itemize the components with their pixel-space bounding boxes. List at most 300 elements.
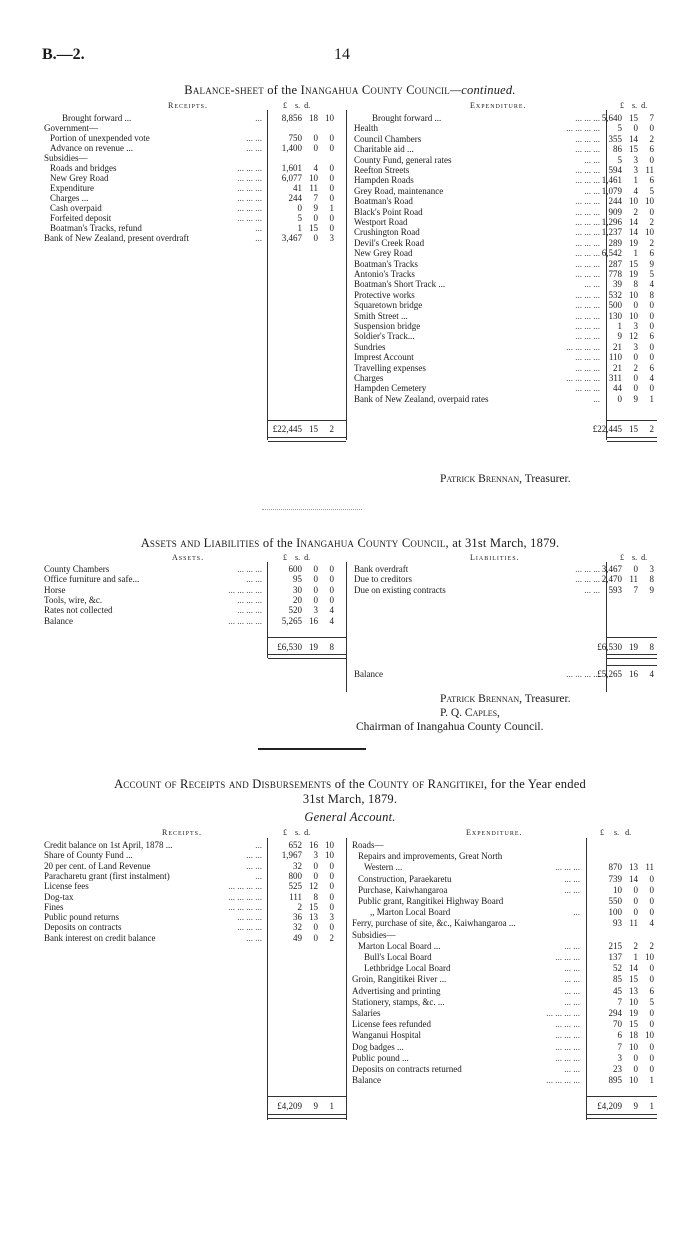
shilling-heading: s.: [295, 828, 301, 837]
pounds-value: 49: [293, 932, 302, 943]
row-label: Forfeited deposit: [50, 213, 112, 223]
shillings-value: 0: [313, 233, 318, 243]
pounds-value: 500: [608, 300, 622, 311]
pounds-value: 520: [288, 605, 302, 616]
pence-value: 4: [649, 918, 654, 929]
ledger-row: [0, 373, 700, 383]
pounds-value: 739: [608, 873, 622, 884]
leader-dots: ... ...: [564, 873, 580, 884]
balance-sheet-title-a: Balance-sheet: [184, 83, 264, 97]
pence-value: 0: [649, 383, 654, 394]
account-title-line1: [0, 777, 700, 792]
liabilities-heading: Liabilities.: [470, 553, 520, 562]
row-label: Balance: [44, 615, 73, 626]
row-label: Advance on revenue ...: [50, 143, 133, 153]
pounds-value: 21: [613, 362, 622, 373]
leader-dots: ... ... ...: [575, 574, 600, 585]
balance-sheet-title: [0, 83, 700, 98]
ledger-row: [0, 311, 700, 321]
shillings-value: 10: [629, 1075, 638, 1086]
row-label: Boatman's Tracks, refund: [50, 223, 142, 233]
pence-value: 8: [649, 289, 654, 300]
row-label: Boatman's Tracks: [354, 258, 418, 269]
column-rule: [267, 838, 268, 1120]
leader-dots: ... ...: [564, 884, 580, 895]
shillings-value: 15: [629, 424, 638, 434]
column-rule: [346, 110, 347, 440]
shillings-value: 9: [313, 1101, 318, 1111]
row-label: New Grey Road: [354, 248, 413, 259]
shillings-value: 16: [309, 615, 318, 626]
row-label: Dog badges ...: [352, 1041, 404, 1052]
ledger-row: [0, 885, 700, 895]
pence-value: 0: [329, 860, 334, 871]
leader-dots: ... ... ... ...: [228, 615, 262, 626]
pence-value: 0: [649, 206, 654, 217]
shillings-value: 10: [629, 196, 638, 207]
shillings-value: 11: [629, 574, 638, 585]
balance-sheet-title-c: Inangahua County Council: [300, 83, 450, 97]
pounds-value: 5,640: [601, 113, 622, 123]
pence-value: 9: [649, 258, 654, 269]
shillings-value: 0: [633, 383, 638, 394]
pence-value: 4: [649, 279, 654, 290]
shillings-value: 10: [629, 1041, 638, 1052]
pence-value: 0: [329, 143, 334, 153]
shillings-value: 15: [629, 113, 638, 123]
leader-dots: ... ... ...: [575, 564, 600, 574]
account-title-a: Account of Receipts and Disbursements: [114, 777, 332, 791]
row-label: Expenditure: [50, 183, 94, 193]
row-label: Roads and bridges: [50, 163, 117, 173]
ledger-row: [0, 605, 700, 615]
shillings-value: 0: [313, 932, 318, 943]
pounds-value: 130: [608, 310, 622, 321]
shillings-value: 19: [309, 642, 318, 652]
row-label: Bull's Local Board: [364, 952, 432, 962]
pound-heading: £: [620, 101, 624, 110]
shillings-value: 1: [633, 248, 638, 259]
shillings-value: 12: [309, 881, 318, 892]
shillings-value: 12: [629, 331, 638, 342]
lsd-heading-right: [620, 101, 647, 110]
row-label: County Chambers: [44, 564, 110, 574]
pence-value: 0: [649, 321, 654, 331]
shillings-value: 0: [633, 123, 638, 134]
ledger-row: [0, 1042, 700, 1052]
row-label: Tools, wire, &c.: [44, 594, 103, 605]
pence-value: 10: [645, 952, 654, 962]
pound-heading: £: [283, 553, 287, 562]
shillings-value: 0: [313, 564, 318, 574]
row-label: Deposits on contracts returned: [352, 1064, 462, 1074]
pounds-value: 1,967: [281, 850, 302, 861]
pence-value: 6: [649, 331, 654, 342]
shillings-value: 11: [309, 183, 318, 193]
ledger-row: [0, 259, 700, 269]
pounds-value: 652: [288, 840, 302, 850]
row-label: Grey Road, maintenance: [354, 185, 444, 196]
double-rule: [268, 1114, 346, 1119]
leader-dots: ... ... ...: [237, 163, 262, 173]
ledger-row: [0, 123, 700, 133]
assets-title-a: Assets and Liabilities: [140, 536, 260, 550]
row-label: Due on existing contracts: [354, 584, 446, 595]
shillings-value: 3: [313, 850, 318, 861]
shillings-value: 16: [629, 669, 638, 679]
shillings-value: 4: [313, 163, 318, 173]
ledger-row: [0, 986, 700, 996]
pounds-value: 1,296: [601, 217, 622, 227]
account-subtitle: General Account.: [304, 810, 396, 824]
ledger-row: [0, 1064, 700, 1074]
leader-dots: ... ... ...: [237, 594, 262, 605]
pounds-value: 1,461: [601, 175, 622, 186]
lsd-heading-right: [600, 828, 631, 837]
pence-heading: d.: [304, 553, 311, 562]
shillings-value: 0: [633, 373, 638, 383]
pence-heading: d.: [641, 101, 648, 110]
row-label: Black's Point Road: [354, 206, 423, 217]
shillings-value: 18: [309, 113, 318, 123]
pence-value: 2: [649, 217, 654, 227]
row-label: Office furniture and safe...: [44, 574, 140, 585]
pounds-value: 0: [617, 393, 622, 404]
row-label: Soldier's Track...: [354, 331, 415, 342]
ledger-row: [0, 616, 700, 626]
leader-dots: ... ... ...: [575, 237, 600, 248]
pence-value: 0: [649, 1019, 654, 1030]
shillings-value: 0: [633, 352, 638, 363]
treasurer-signature: [440, 473, 571, 485]
leader-dots: ... ... ... ...: [566, 373, 600, 383]
pence-value: 0: [329, 901, 334, 912]
pence-value: 11: [645, 862, 654, 873]
treasurer-signature-2: [440, 693, 571, 705]
pounds-value: 355: [608, 133, 622, 144]
shilling-heading: s.: [614, 828, 620, 837]
row-label: Share of County Fund ...: [44, 850, 133, 861]
shillings-value: 15: [309, 223, 318, 233]
leader-dots: ... ...: [246, 932, 262, 943]
ledger-row: [0, 851, 700, 861]
pounds-value: 3,467: [601, 564, 622, 574]
row-label: Lethbridge Local Board: [364, 963, 451, 974]
leader-dots: ... ... ...: [575, 165, 600, 175]
shillings-value: 0: [633, 1052, 638, 1063]
pounds-value: 6,077: [281, 173, 302, 183]
pence-value: 3: [329, 233, 334, 243]
pounds-value: 39: [613, 279, 622, 290]
ledger-row: [0, 840, 700, 850]
shillings-value: 15: [309, 901, 318, 912]
pence-value: 3: [649, 564, 654, 574]
leader-dots: ... ... ...: [575, 289, 600, 300]
leader-dots: ... ... ...: [237, 605, 262, 616]
pence-value: 0: [329, 163, 334, 173]
pounds-value: £22,445: [592, 424, 622, 434]
lsd-heading: [283, 101, 310, 110]
row-label: Sundries: [354, 341, 386, 352]
shillings-value: 14: [629, 873, 638, 884]
ledger-row: [0, 930, 700, 940]
leader-dots: ... ...: [584, 584, 600, 595]
leader-dots: ... ... ...: [237, 193, 262, 203]
row-label: Charges: [354, 373, 384, 383]
pence-value: 2: [649, 424, 654, 434]
leader-dots: ... ... ... ...: [566, 123, 600, 134]
leader-dots: ... ... ... ...: [228, 901, 262, 912]
row-label: Public grant, Rangitikei Highway Board: [358, 896, 504, 906]
row-label: Groin, Rangitikei River ...: [352, 974, 447, 985]
row-label: Public pound returns: [44, 912, 119, 923]
ledger-row: [0, 207, 700, 217]
pence-value: 8: [649, 574, 654, 585]
pound-heading: £: [600, 828, 604, 837]
shillings-value: 1: [633, 175, 638, 186]
ledger-row: [0, 331, 700, 341]
pence-value: 2: [649, 133, 654, 144]
ledger-row: [0, 564, 700, 574]
pence-value: 0: [329, 223, 334, 233]
pence-value: 10: [325, 113, 334, 123]
row-label: Bank overdraft: [354, 564, 409, 574]
shillings-value: 0: [633, 300, 638, 311]
shillings-value: 0: [313, 133, 318, 143]
shillings-value: 10: [629, 996, 638, 1007]
double-rule: [607, 437, 657, 442]
row-label: License fees: [44, 881, 89, 892]
leader-dots: ...: [255, 870, 262, 881]
row-label: Balance: [352, 1075, 381, 1086]
pence-value: 4: [329, 605, 334, 616]
shillings-value: 3: [633, 341, 638, 352]
pence-value: 2: [649, 940, 654, 951]
ledger-row: [0, 175, 700, 185]
pounds-value: 10: [613, 884, 622, 895]
pence-value: 0: [649, 974, 654, 985]
row-label: Suspension bridge: [354, 321, 421, 331]
pounds-value: 287: [608, 258, 622, 269]
row-label: Purchase, Kaiwhangaroa: [358, 884, 448, 895]
balance-sheet-title-b: of the: [267, 83, 298, 97]
pence-value: 0: [649, 907, 654, 918]
row-label: Charges ...: [50, 193, 89, 203]
total-rule: [587, 1096, 657, 1097]
leader-dots: ... ... ... ...: [546, 1075, 580, 1086]
leader-dots: ... ...: [246, 860, 262, 871]
pence-heading: d.: [304, 101, 311, 110]
pence-value: 0: [329, 173, 334, 183]
row-label: Cash overpaid: [50, 203, 102, 213]
ledger-row: [0, 896, 700, 906]
pence-value: 4: [649, 669, 654, 679]
pence-value: 0: [649, 1064, 654, 1074]
pounds-value: 3,467: [281, 233, 302, 243]
account-title-d: for the Year ended: [490, 777, 586, 791]
ledger-row: [0, 1008, 700, 1018]
pounds-value: 800: [288, 870, 302, 881]
row-label: Repairs and improvements, Great North: [358, 851, 503, 862]
pence-value: 1: [329, 1101, 334, 1111]
shilling-heading: s.: [295, 101, 301, 110]
leader-dots: ... ... ...: [575, 331, 600, 342]
row-label: License fees refunded: [352, 1019, 431, 1030]
row-label: Protective works: [354, 289, 415, 300]
pounds-value: 1,237: [601, 227, 622, 238]
ledger-row: [0, 113, 700, 123]
pound-heading: £: [620, 553, 624, 562]
leader-dots: ... ...: [564, 974, 580, 985]
row-label: Horse: [44, 584, 66, 595]
ledger-row: [0, 352, 700, 362]
row-label: Salaries: [352, 1008, 381, 1018]
row-label: Crushington Road: [354, 227, 420, 238]
assets-heading: Assets.: [172, 553, 205, 562]
shillings-value: 4: [633, 185, 638, 196]
shillings-value: 9: [313, 203, 318, 213]
leader-dots: ...: [255, 840, 262, 850]
pence-value: 6: [649, 248, 654, 259]
pence-value: 4: [649, 373, 654, 383]
row-label: New Grey Road: [50, 173, 109, 183]
leader-dots: ... ... ...: [555, 952, 580, 962]
pence-value: 1: [649, 1101, 654, 1111]
leader-dots: ... ...: [246, 574, 262, 585]
shillings-value: 0: [313, 870, 318, 881]
shillings-value: 9: [633, 1101, 638, 1111]
total-row: [0, 424, 700, 434]
pence-value: 0: [649, 884, 654, 895]
pounds-value: 311: [608, 373, 622, 383]
account-title-b: of the: [334, 777, 365, 791]
receipts-heading: Receipts.: [168, 101, 209, 110]
pounds-value: £4,209: [277, 1101, 302, 1111]
pounds-value: 244: [288, 193, 302, 203]
leader-dots: ... ... ...: [575, 310, 600, 321]
shillings-value: 15: [309, 424, 318, 434]
pence-value: 6: [649, 362, 654, 373]
row-label: Hampden Roads: [354, 175, 414, 186]
assets-title-d: at 31st March, 1879.: [452, 536, 560, 550]
row-label: 20 per cent. of Land Revenue: [44, 860, 151, 871]
pence-heading: d.: [304, 828, 311, 837]
row-label: Devil's Creek Road: [354, 237, 425, 248]
leader-dots: ... ... ... ...: [566, 341, 600, 352]
leader-dots: ... ... ...: [575, 217, 600, 227]
row-label: Balance: [354, 669, 383, 679]
pence-value: 5: [649, 185, 654, 196]
shillings-value: 14: [629, 963, 638, 974]
section-divider: [262, 509, 362, 510]
pounds-value: 70: [613, 1019, 622, 1030]
pence-value: 0: [329, 891, 334, 902]
leader-dots: ... ... ... ...: [566, 669, 600, 679]
shillings-value: 19: [629, 269, 638, 279]
row-label: Reefton Streets: [354, 165, 410, 175]
leader-dots: ... ... ...: [575, 196, 600, 207]
pence-value: 6: [649, 144, 654, 155]
pence-value: 0: [649, 300, 654, 311]
column-rule: [346, 838, 347, 1120]
pounds-value: 8,856: [281, 113, 302, 123]
ledger-row: [0, 248, 700, 258]
pounds-value: 2: [297, 901, 302, 912]
ledger-row: [0, 941, 700, 951]
pence-value: 1: [649, 393, 654, 404]
pence-heading: d.: [641, 553, 648, 562]
row-label: Council Chambers: [354, 133, 422, 144]
assets-title-c: Inangahua County Council,: [296, 536, 449, 550]
shillings-value: 0: [313, 143, 318, 153]
double-rule: [268, 654, 346, 659]
shillings-value: 15: [629, 974, 638, 985]
total-rule: [607, 420, 657, 421]
total-rule: [268, 420, 346, 421]
pounds-value: 44: [613, 383, 622, 394]
pounds-value: 41: [293, 183, 302, 193]
ledger-row: [0, 144, 700, 154]
pounds-value: 594: [608, 165, 622, 175]
pence-value: 0: [329, 193, 334, 203]
pounds-value: 6,542: [601, 248, 622, 259]
row-label: Roads—: [352, 840, 384, 850]
pounds-value: 1,601: [281, 163, 302, 173]
shillings-value: 19: [629, 642, 638, 652]
lsd-heading-right: [620, 553, 647, 562]
chairman-name: P. Q. Caples,: [440, 707, 500, 719]
leader-dots: ... ... ...: [575, 133, 600, 144]
leader-dots: ... ...: [564, 996, 580, 1007]
assets-title: [0, 536, 700, 551]
shillings-value: 10: [309, 173, 318, 183]
leader-dots: ... ...: [564, 1064, 580, 1074]
row-label: Credit balance on 1st April, 1878 ...: [44, 840, 173, 850]
total-rule: [607, 637, 657, 638]
balance-sheet-title-d: —continued.: [449, 83, 516, 97]
pence-value: 0: [329, 213, 334, 223]
leader-dots: ... ... ...: [555, 1030, 580, 1041]
pence-value: 0: [329, 584, 334, 595]
pounds-value: 85: [613, 974, 622, 985]
pence-value: 8: [329, 642, 334, 652]
ledger-row: [0, 196, 700, 206]
pence-value: 0: [329, 183, 334, 193]
pence-value: 0: [329, 564, 334, 574]
row-label: Deposits on contracts: [44, 922, 122, 933]
section-divider: [258, 748, 366, 750]
pounds-value: 2,470: [601, 574, 622, 585]
leader-dots: ... ... ...: [575, 300, 600, 311]
shilling-heading: s.: [295, 553, 301, 562]
shillings-value: 16: [309, 840, 318, 850]
pounds-value: 21: [613, 341, 622, 352]
pounds-value: 7: [617, 1041, 622, 1052]
pounds-value: 45: [613, 985, 622, 996]
pence-value: 9: [649, 584, 654, 595]
row-label: Brought forward ...: [62, 113, 132, 123]
pounds-value: 86: [613, 144, 622, 155]
leader-dots: ... ... ...: [237, 173, 262, 183]
pence-value: 7: [649, 113, 654, 123]
row-label: Ferry, purchase of site, &c., Kaiwhangaroa ...: [352, 918, 516, 929]
ledger-row: [0, 997, 700, 1007]
row-label: Bank interest on credit balance: [44, 932, 156, 943]
lsd-heading: [283, 828, 310, 837]
leader-dots: ...: [255, 223, 262, 233]
pounds-value: 111: [289, 891, 302, 902]
leader-dots: ... ... ...: [575, 144, 600, 155]
